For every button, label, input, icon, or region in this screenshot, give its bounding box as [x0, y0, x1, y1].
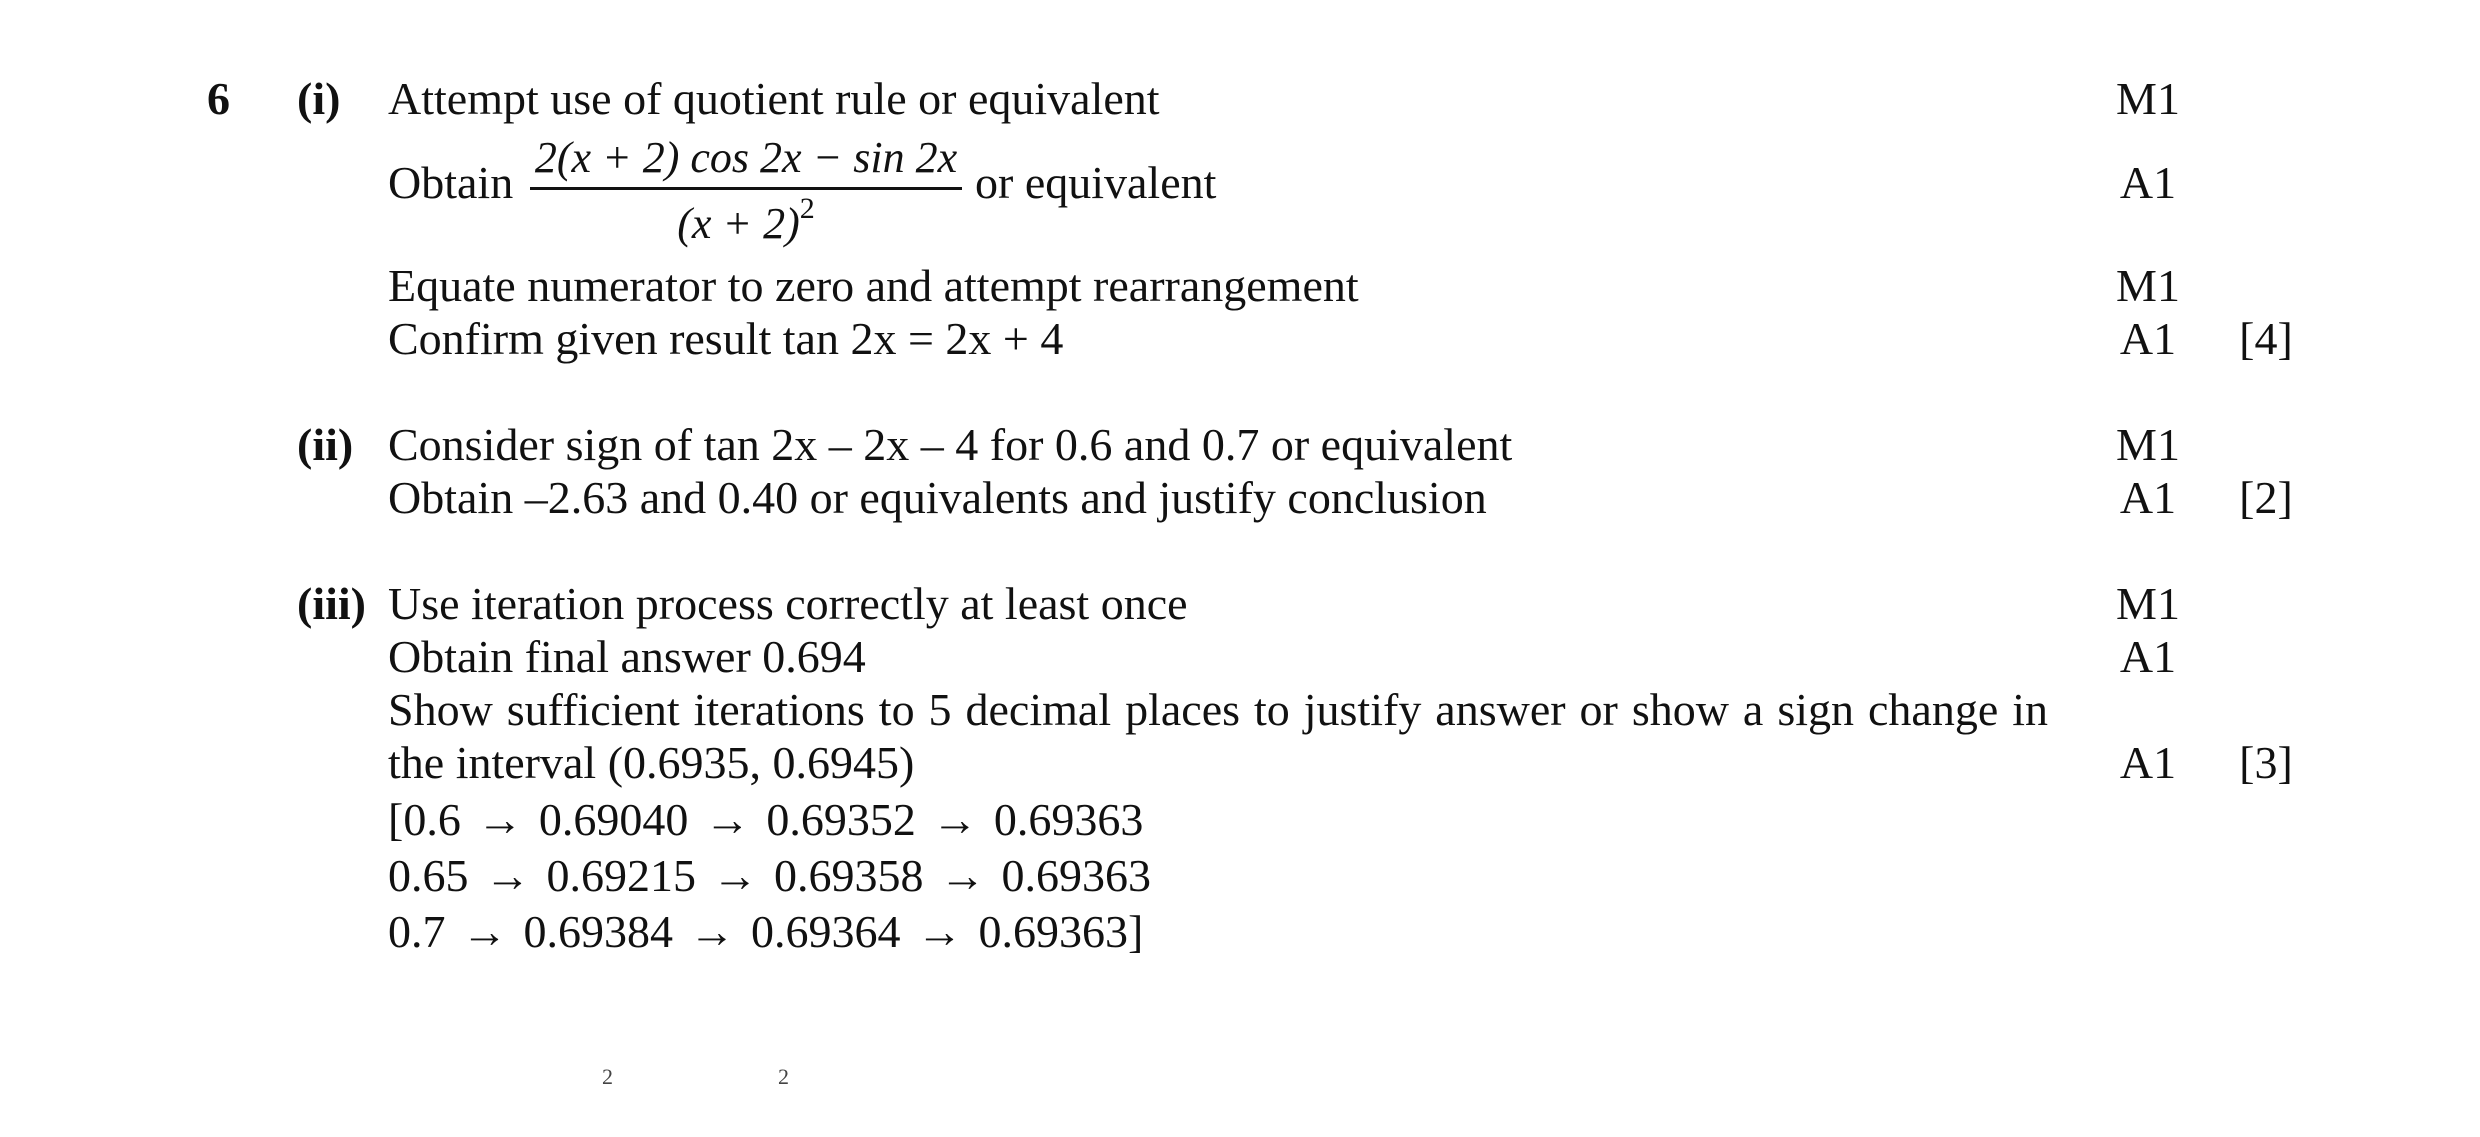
iteration-value: 0.69358: [774, 850, 924, 901]
cutoff-fragment-1: 2: [602, 1064, 613, 1089]
iteration-value: 0.69363: [1001, 850, 1151, 901]
iteration-value: [0.6: [388, 794, 461, 845]
part-i-line-4: Confirm given result tan 2x = 2x + 4: [388, 313, 1064, 364]
iteration-row-3: [388, 906, 1144, 957]
iteration-value: 0.69364: [751, 906, 901, 957]
part-label-ii: (ii): [297, 419, 354, 470]
fraction-bar: [530, 187, 962, 190]
part-i-mark-3: M1: [2116, 260, 2180, 311]
arrow-icon: →: [939, 850, 986, 901]
part-iii-line-2: Obtain final answer 0.694: [388, 631, 866, 682]
part-ii-total: [2]: [2239, 472, 2293, 523]
part-iii-line-3b: the interval (0.6935, 0.6945): [388, 737, 915, 788]
arrow-icon: →: [476, 794, 523, 845]
iteration-value: 0.69215: [546, 850, 696, 901]
iteration-value: 0.69363]: [978, 906, 1144, 957]
fraction-denominator: [530, 192, 962, 249]
part-i-obtain-label: Obtain: [388, 157, 514, 208]
part-i-mark-2: A1: [2119, 157, 2177, 208]
iteration-value: 0.69352: [766, 794, 916, 845]
derivative-fraction: [530, 132, 962, 250]
part-ii-mark-2: A1: [2119, 472, 2177, 523]
part-ii-line-2: Obtain –2.63 and 0.40 or equivalents and justify conclusion: [388, 472, 1487, 523]
iteration-value: 0.69384: [523, 906, 673, 957]
part-iii-mark-1: M1: [2116, 578, 2180, 629]
question-number: 6: [207, 73, 230, 124]
part-iii-mark-3: A1: [2119, 737, 2177, 788]
part-iii-line-3a: Show sufficient iterations to 5 decimal places to justify answer or show a sign change in: [388, 684, 2048, 735]
part-ii-line-1: Consider sign of tan 2x – 2x – 4 for 0.6 and 0.7 or equivalent: [388, 419, 1513, 470]
cutoff-fragment-2: 2: [778, 1064, 789, 1089]
iteration-value: 0.7: [388, 906, 446, 957]
part-label-iii: (iii): [297, 578, 366, 629]
iteration-row-2: [388, 850, 1151, 901]
arrow-icon: →: [931, 794, 978, 845]
fraction-denominator-base: (x + 2): [677, 199, 800, 248]
part-i-or-equivalent: or equivalent: [975, 157, 1217, 208]
part-i-line-1: Attempt use of quotient rule or equivalent: [388, 73, 1160, 124]
arrow-icon: →: [712, 850, 758, 901]
part-ii-mark-1: M1: [2116, 419, 2180, 470]
iteration-row-1: [388, 794, 1144, 845]
part-i-line-3: Equate numerator to zero and attempt rearrangement: [388, 260, 1359, 311]
fraction-denominator-power: 2: [799, 192, 815, 225]
fraction-numerator: 2(x + 2) cos 2x − sin 2x: [534, 133, 958, 182]
iteration-value: 0.65: [388, 850, 469, 901]
arrow-icon: →: [916, 906, 963, 957]
part-iii-mark-2: A1: [2119, 631, 2177, 682]
arrow-icon: →: [704, 794, 751, 845]
arrow-icon: →: [484, 850, 531, 901]
part-label-i: (i): [297, 73, 341, 124]
part-iii-total: [3]: [2239, 737, 2293, 788]
part-i-total: [4]: [2239, 313, 2293, 364]
iteration-value: 0.69040: [538, 794, 689, 845]
arrow-icon: →: [461, 906, 508, 957]
part-iii-line-1: Use iteration process correctly at least once: [388, 578, 1188, 629]
arrow-icon: →: [689, 906, 735, 957]
iteration-value: 0.69363: [993, 794, 1144, 845]
part-i-mark-1: M1: [2116, 73, 2180, 124]
part-i-mark-4: A1: [2119, 313, 2177, 364]
